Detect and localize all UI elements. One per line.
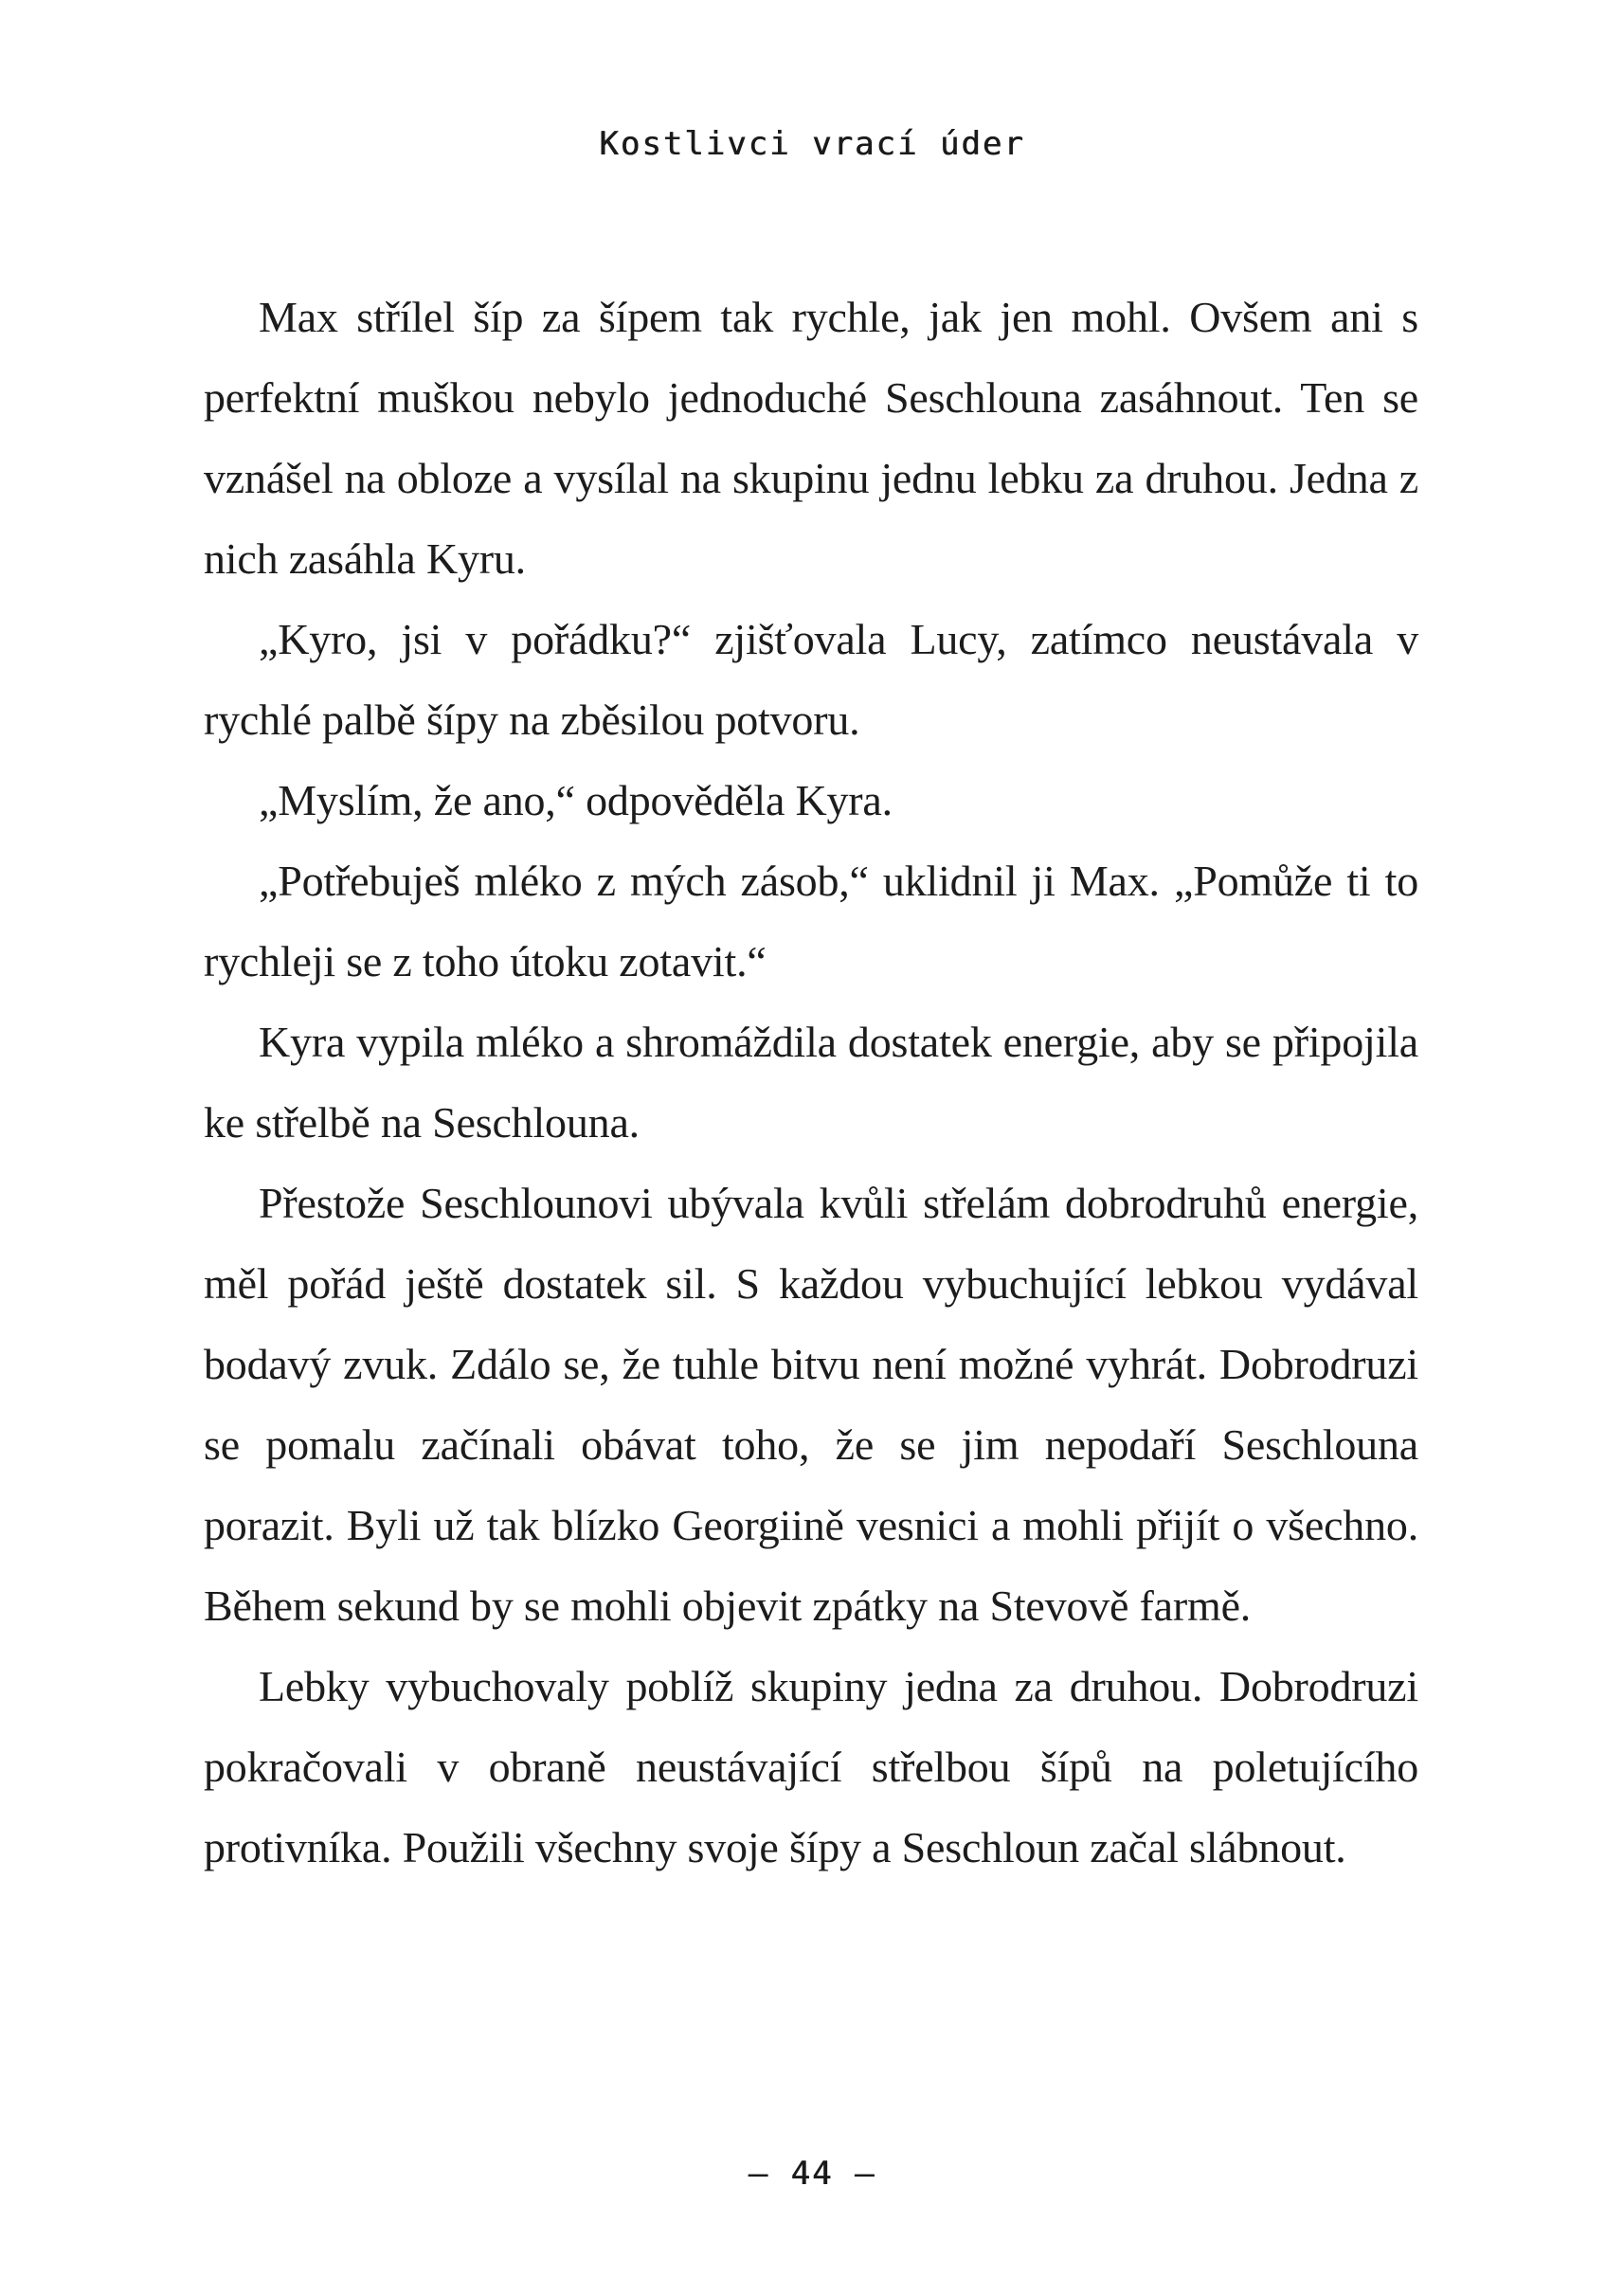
paragraph: „Myslím, že ano,“ odpověděla Kyra. <box>259 776 893 824</box>
paragraph: Max střílel šíp za šípem tak rychle, jak jen mohl. Ovšem ani s perfektní muškou nebylo jednoduché Seschlouna zasáhnout. Ten se vznášel na obloze a vysílal na skupinu jednu lebku za druhou. Jedna z nich zasáhla Kyru. <box>204 293 1418 583</box>
text-block <box>204 277 1418 1888</box>
page-number: – 44 – <box>748 2155 876 2193</box>
paragraph: Přestože Seschlounovi ubývala kvůli střelám dobrodruhů energie, měl pořád ještě dostatek sil. S každou vybuchující lebkou vydával bodavý zvuk. Zdálo se, že tuhle bitvu není možné vyhrát. Dobrodruzi se pomalu začínali obávat toho, že se jim nepodaří Seschlouna porazit. Byli už tak blízko Georgiině vesnici a mohli přijít o všechno. Během sekund by se mohli objevit zpátky na Stevově farmě. <box>204 1179 1418 1630</box>
paragraph: Lebky vybuchovaly poblíž skupiny jedna za druhou. Dobrodruzi pokračovali v obraně neustávající střelbou šípů na poletujícího protivníka. Použili všechny svoje šípy a Seschloun začal slábnout. <box>204 1662 1418 1871</box>
running-header: Kostlivci vrací úder <box>599 125 1025 163</box>
paragraph: „Kyro, jsi v pořádku?“ zjišťovala Lucy, zatímco neustávala v rychlé palbě šípy na zběsilou potvoru. <box>204 615 1418 744</box>
paragraph: Kyra vypila mléko a shromáždila dostatek energie, aby se připojila ke střelbě na Seschlouna. <box>204 1018 1418 1147</box>
paragraph: „Potřebuješ mléko z mých zásob,“ uklidnil ji Max. „Pomůže ti to rychleji se z toho útoku zotavit.“ <box>204 857 1418 985</box>
